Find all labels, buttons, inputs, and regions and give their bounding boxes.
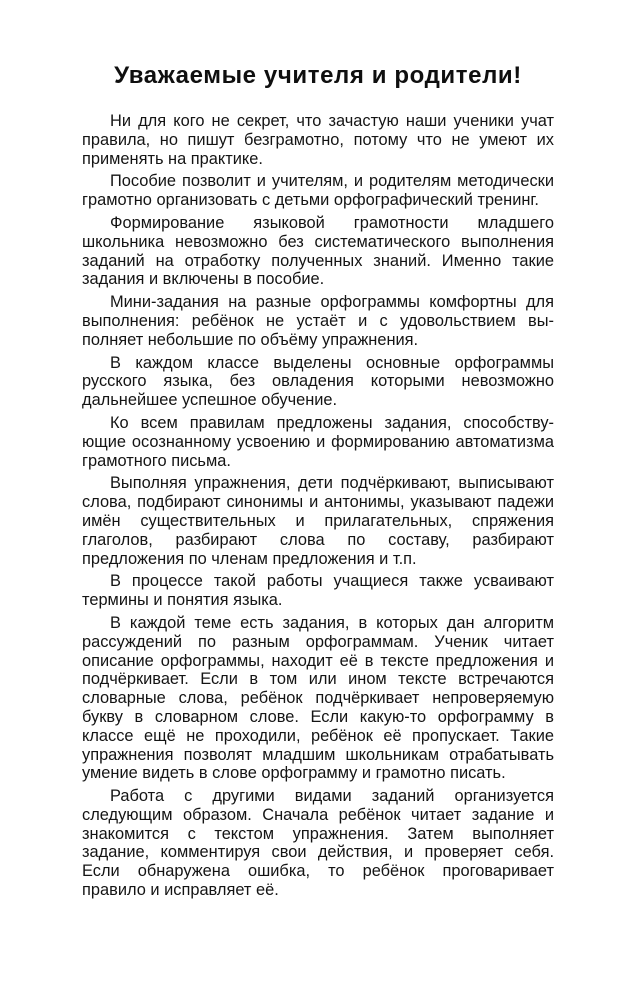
paragraph-4: Мини-задания на разные орфограммы комфортны для выполнения: ребёнок не устаёт и с удовольствием выполняет небольшие по объёму упражнения. [82, 293, 554, 349]
paragraph-1: Ни для кого не секрет, что зачастую наши ученики учат правила, но пишут безграмотно, потому что не умеют их применять на практике. [82, 112, 554, 168]
paragraph-8: В процессе такой работы учащиеся также усваивают термины и понятия языка. [82, 572, 554, 610]
paragraph-7: Выполняя упражнения, дети подчёркивают, выписывают слова, подбирают синонимы и антонимы, указывают падежи имён существительных и прилагательных, спряжения глаголов, разбирают слова по составу, разбирают предложения по членам предложения и т.п. [82, 474, 554, 568]
page-title: Уважаемые учителя и родители! [114, 62, 522, 89]
paragraph-9: В каждой теме есть задания, в которых дан алгоритм рассуждений по разным орфограммам. Ученик читает описание орфограммы, находит её в тексте предложения и подчёркивает. Если в том или ином тексте встречаются словарные слова, ребёнок подчёркивает непроверяемую букву в словарном слове. Если какую-то орфограмму в классе ещё не проходили, ребёнок её пропускает. Такие упражнения позволят младшим школьникам отрабатывать умение видеть в слове орфограмму и грамотно писать. [82, 613, 554, 783]
paragraph-3: Формирование языковой грамотности младшего школьника невозможно без систематического выполнения заданий на отработку полученных знаний. Именно такие задания и включены в пособие. [82, 213, 554, 289]
document-page [82, 60, 554, 904]
paragraph-6: Ко всем правилам предложены задания, способствующие осознанному усвоению и формированию автоматизма грамотного письма. [82, 413, 554, 470]
paragraph-2: Пособие позволит и учителям, и родителям методически грамотно организовать с детьми орфографический тренинг. [82, 172, 554, 210]
paragraph-10: Работа с другими видами заданий организуется следующим образом. Сначала ребёнок читает задание и знакомится с текстом упражнения. Затем выполняет задание, комментируя свои действия, и проверяет себя. Если обнаружена ошибка, то ребёнок проговаривает правило и исправляет её. [82, 787, 554, 900]
paragraph-5: В каждом классе выделены основные орфограммы русского языка, без овладения которыми невозможно дальнейшее успешное обучение. [82, 353, 554, 410]
